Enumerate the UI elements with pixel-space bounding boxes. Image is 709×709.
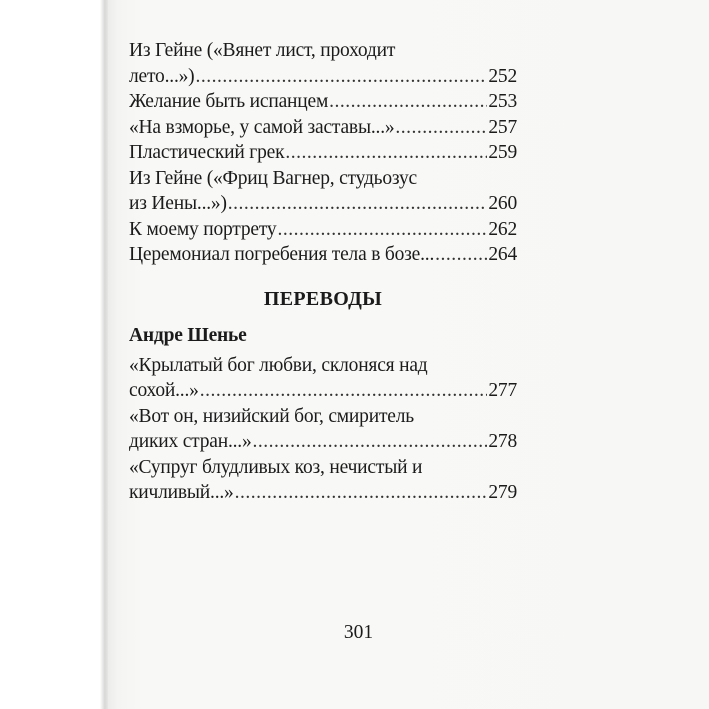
dot-leader	[329, 89, 487, 115]
dot-leader	[253, 429, 488, 455]
toc-entry-page-number: 279	[488, 482, 517, 503]
toc-entry-page-number: 259	[488, 142, 517, 163]
toc-entry-page-number: 257	[488, 116, 517, 138]
dot-leader	[395, 115, 487, 141]
table-of-contents	[129, 38, 517, 506]
toc-entry-page-number: 264	[488, 244, 517, 265]
binding-shadow	[100, 0, 108, 709]
toc-entry	[129, 455, 517, 506]
toc-entry-leader-line	[129, 191, 517, 217]
toc-entry-leader-line	[129, 115, 517, 141]
dot-leader	[278, 217, 488, 243]
toc-entry	[129, 353, 517, 404]
toc-entry-title: кичливый...»	[129, 482, 234, 503]
toc-entry-leader-line	[129, 217, 517, 243]
toc-entry-leader-line	[129, 429, 517, 455]
toc-entry	[129, 115, 517, 141]
dot-leader	[285, 140, 487, 166]
toc-entry-title: диких стран...»	[129, 431, 252, 452]
toc-entry	[129, 242, 517, 268]
toc-entry-title: Пластический грек	[129, 142, 285, 163]
toc-entry	[129, 89, 517, 115]
toc-entry-page-number: 253	[488, 91, 517, 112]
toc-entry	[129, 404, 517, 455]
dot-leader	[435, 242, 487, 268]
toc-entry	[129, 217, 517, 243]
toc-entry-page-number: 252	[488, 65, 517, 87]
toc-entry-title-line: Из Гейне («Фриц Вагнер, студьозус	[129, 167, 418, 189]
dot-leader	[235, 480, 488, 506]
dot-leader	[195, 64, 487, 90]
toc-entry-title: К моему портрету	[129, 218, 277, 240]
toc-entry	[129, 38, 517, 89]
toc-entry-leader-line	[129, 480, 517, 506]
toc-entry-title: из Иены...»)	[129, 193, 227, 214]
toc-entry	[129, 166, 517, 217]
toc-entry-leader-line	[129, 140, 517, 166]
toc-entry-title-line: «Вот он, низийский бог, смиритель	[129, 405, 414, 427]
toc-entry-title: лето...»)	[129, 65, 195, 87]
toc-entry-leader-line	[129, 89, 517, 115]
toc-entry-title: сохой...»	[129, 380, 199, 401]
toc-entry-leader-line	[129, 64, 517, 90]
toc-entry-title-line: «Крылатый бог любви, склоняся над	[129, 354, 428, 376]
toc-entry-title-line: Из Гейне («Вянет лист, проходит	[129, 40, 396, 61]
toc-entries-poems	[129, 38, 517, 268]
dot-leader	[200, 378, 488, 404]
toc-entry-page-number: 260	[488, 193, 517, 214]
toc-entry-leader-line	[129, 242, 517, 268]
toc-entry-title: Церемониал погребения тела в бозе...	[129, 244, 435, 265]
toc-entry-page-number: 278	[488, 431, 517, 452]
toc-entry-title: «На взморье, у самой заставы...»	[129, 116, 395, 138]
toc-entries-translations	[129, 353, 517, 506]
dot-leader	[228, 191, 488, 217]
toc-entry-page-number: 262	[488, 218, 517, 240]
toc-entry-title: Желание быть испанцем	[129, 91, 329, 112]
author-heading: Андре Шенье	[129, 324, 247, 346]
toc-entry-page-number: 277	[488, 380, 517, 401]
section-title: ПЕРЕВОДЫ	[263, 287, 383, 310]
toc-entry	[129, 140, 517, 166]
page-number: 301	[343, 622, 374, 643]
toc-entry-title-line: «Супруг блудливых коз, нечистый и	[129, 456, 423, 478]
toc-entry-leader-line	[129, 378, 517, 404]
